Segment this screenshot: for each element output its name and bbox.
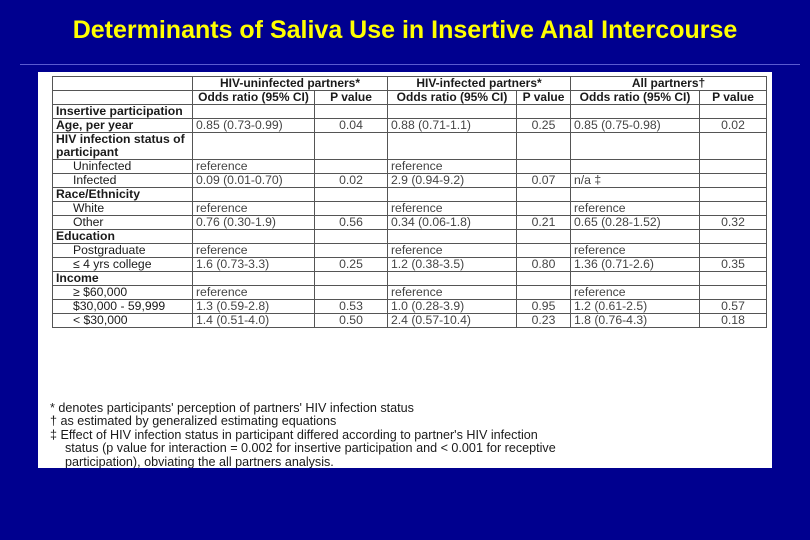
group-header-uninfected: HIV-uninfected partners* — [193, 77, 388, 91]
empty-cell — [571, 188, 700, 202]
odds-ratio-cell: reference — [193, 202, 315, 216]
table-row — [53, 119, 767, 133]
footnote-double-dagger-cont: participation), obviating the all partners analysis. — [65, 454, 334, 468]
empty-cell — [193, 105, 315, 119]
slide-title: Determinants of Saliva Use in Insertive Anal Intercourse — [72, 16, 738, 44]
empty-cell — [571, 230, 700, 244]
p-value-cell: 0.25 — [315, 258, 388, 272]
p-value-cell: 0.35 — [700, 258, 767, 272]
table-corner-cell — [53, 77, 193, 91]
odds-ratio-cell: reference — [388, 244, 517, 258]
row-label: $30,000 - 59,999 — [53, 300, 193, 314]
empty-cell — [315, 272, 388, 286]
footnote-dagger: † as estimated by generalized estimating equations — [50, 414, 337, 429]
p-value-cell: 0.53 — [315, 300, 388, 314]
odds-ratio-cell: 1.6 (0.73-3.3) — [193, 258, 315, 272]
row-label: Uninfected — [53, 160, 193, 174]
table-section-row — [53, 188, 767, 202]
footnote-double-dagger-cont: status (p value for interaction = 0.002 for insertive participation and < 0.001 for receptive — [65, 441, 556, 456]
p-value-cell: 0.23 — [517, 314, 571, 328]
row-label: ≤ 4 yrs college — [53, 258, 193, 272]
odds-ratio-table — [52, 76, 767, 328]
empty-cell — [388, 230, 517, 244]
table-row — [53, 202, 767, 216]
odds-ratio-cell: 1.4 (0.51-4.0) — [193, 314, 315, 328]
odds-ratio-cell: 0.09 (0.01-0.70) — [193, 174, 315, 188]
row-label: < $30,000 — [53, 314, 193, 328]
empty-cell — [517, 272, 571, 286]
table-row — [53, 300, 767, 314]
table-corner-cell-2 — [53, 91, 193, 105]
odds-ratio-cell: reference — [193, 160, 315, 174]
table-row — [53, 174, 767, 188]
title-divider — [20, 64, 800, 65]
group-header-all: All partners† — [571, 77, 767, 91]
p-value-cell: 0.04 — [315, 119, 388, 133]
table-row — [53, 244, 767, 258]
empty-cell — [571, 272, 700, 286]
section-label: Race/Ethnicity — [53, 188, 193, 202]
table-row — [53, 160, 767, 174]
footnotes — [50, 402, 760, 468]
empty-cell — [193, 188, 315, 202]
p-value-cell — [517, 244, 571, 258]
empty-cell — [700, 105, 767, 119]
section-label: Insertive participation — [53, 105, 193, 119]
odds-ratio-cell: reference — [388, 160, 517, 174]
empty-cell — [315, 133, 388, 160]
odds-ratio-cell: 1.2 (0.38-3.5) — [388, 258, 517, 272]
row-label: Postgraduate — [53, 244, 193, 258]
row-label: Infected — [53, 174, 193, 188]
empty-cell — [315, 230, 388, 244]
empty-cell — [700, 188, 767, 202]
odds-ratio-cell: 0.76 (0.30-1.9) — [193, 216, 315, 230]
table-section-row — [53, 105, 767, 119]
empty-cell — [388, 105, 517, 119]
p-value-cell: 0.02 — [700, 119, 767, 133]
empty-cell — [571, 133, 700, 160]
p-value-cell: 0.25 — [517, 119, 571, 133]
table-row — [53, 286, 767, 300]
odds-ratio-cell: 0.34 (0.06-1.8) — [388, 216, 517, 230]
group-header-infected: HIV-infected partners* — [388, 77, 571, 91]
table-group-header-row — [53, 77, 767, 91]
footnote-star: * denotes participants' perception of partners' HIV infection status — [50, 401, 414, 415]
empty-cell — [700, 230, 767, 244]
table-row — [53, 216, 767, 230]
row-label: Age, per year — [53, 119, 193, 133]
col-header-or: Odds ratio (95% CI) — [388, 91, 517, 105]
empty-cell — [193, 272, 315, 286]
table-section-row — [53, 272, 767, 286]
odds-ratio-cell: 1.8 (0.76-4.3) — [571, 314, 700, 328]
p-value-cell — [315, 244, 388, 258]
empty-cell — [517, 230, 571, 244]
p-value-cell — [315, 286, 388, 300]
empty-cell — [388, 272, 517, 286]
odds-ratio-cell: reference — [571, 286, 700, 300]
odds-ratio-cell: reference — [193, 286, 315, 300]
odds-ratio-cell: 2.4 (0.57-10.4) — [388, 314, 517, 328]
p-value-cell — [700, 174, 767, 188]
row-label: Other — [53, 216, 193, 230]
empty-cell — [388, 133, 517, 160]
empty-cell — [388, 188, 517, 202]
table-section-row — [53, 133, 767, 160]
p-value-cell: 0.07 — [517, 174, 571, 188]
empty-cell — [517, 188, 571, 202]
p-value-cell — [315, 202, 388, 216]
empty-cell — [700, 272, 767, 286]
p-value-cell: 0.02 — [315, 174, 388, 188]
odds-ratio-cell: reference — [388, 286, 517, 300]
empty-cell — [315, 188, 388, 202]
table-row — [53, 258, 767, 272]
col-header-p: P value — [517, 91, 571, 105]
col-header-p: P value — [315, 91, 388, 105]
odds-ratio-cell: 1.0 (0.28-3.9) — [388, 300, 517, 314]
p-value-cell — [700, 202, 767, 216]
empty-cell — [700, 133, 767, 160]
empty-cell — [571, 105, 700, 119]
odds-ratio-cell: 1.2 (0.61-2.5) — [571, 300, 700, 314]
p-value-cell: 0.80 — [517, 258, 571, 272]
row-label: White — [53, 202, 193, 216]
empty-cell — [517, 105, 571, 119]
p-value-cell: 0.57 — [700, 300, 767, 314]
p-value-cell — [517, 202, 571, 216]
empty-cell — [193, 230, 315, 244]
table-body — [53, 105, 767, 328]
p-value-cell: 0.56 — [315, 216, 388, 230]
section-label: Income — [53, 272, 193, 286]
table-subheader-row — [53, 91, 767, 105]
p-value-cell — [700, 160, 767, 174]
odds-ratio-cell: reference — [193, 244, 315, 258]
col-header-p: P value — [700, 91, 767, 105]
p-value-cell: 0.21 — [517, 216, 571, 230]
col-header-or: Odds ratio (95% CI) — [571, 91, 700, 105]
odds-ratio-cell: 0.65 (0.28-1.52) — [571, 216, 700, 230]
empty-cell — [193, 133, 315, 160]
odds-ratio-cell: 1.3 (0.59-2.8) — [193, 300, 315, 314]
odds-ratio-cell: reference — [571, 202, 700, 216]
p-value-cell: 0.50 — [315, 314, 388, 328]
p-value-cell: 0.18 — [700, 314, 767, 328]
odds-ratio-cell — [571, 160, 700, 174]
odds-ratio-cell: 0.85 (0.75-0.98) — [571, 119, 700, 133]
odds-ratio-cell: n/a ‡ — [571, 174, 700, 188]
odds-ratio-cell: reference — [571, 244, 700, 258]
section-label: HIV infection status of participant — [53, 133, 193, 160]
p-value-cell — [517, 286, 571, 300]
p-value-cell: 0.32 — [700, 216, 767, 230]
odds-ratio-cell: 0.85 (0.73-0.99) — [193, 119, 315, 133]
table-row — [53, 314, 767, 328]
p-value-cell — [517, 160, 571, 174]
p-value-cell: 0.95 — [517, 300, 571, 314]
odds-ratio-cell: 1.36 (0.71-2.6) — [571, 258, 700, 272]
footnote-double-dagger: ‡ Effect of HIV infection status in participant differed according to partner's HIV infection — [50, 427, 538, 442]
table-image-panel — [38, 72, 772, 468]
odds-ratio-cell: reference — [388, 202, 517, 216]
table-section-row — [53, 230, 767, 244]
odds-ratio-cell: 0.88 (0.71-1.1) — [388, 119, 517, 133]
section-label: Education — [53, 230, 193, 244]
p-value-cell — [700, 244, 767, 258]
odds-ratio-cell: 2.9 (0.94-9.2) — [388, 174, 517, 188]
p-value-cell — [700, 286, 767, 300]
row-label: ≥ $60,000 — [53, 286, 193, 300]
col-header-or: Odds ratio (95% CI) — [193, 91, 315, 105]
empty-cell — [315, 105, 388, 119]
empty-cell — [517, 133, 571, 160]
p-value-cell — [315, 160, 388, 174]
